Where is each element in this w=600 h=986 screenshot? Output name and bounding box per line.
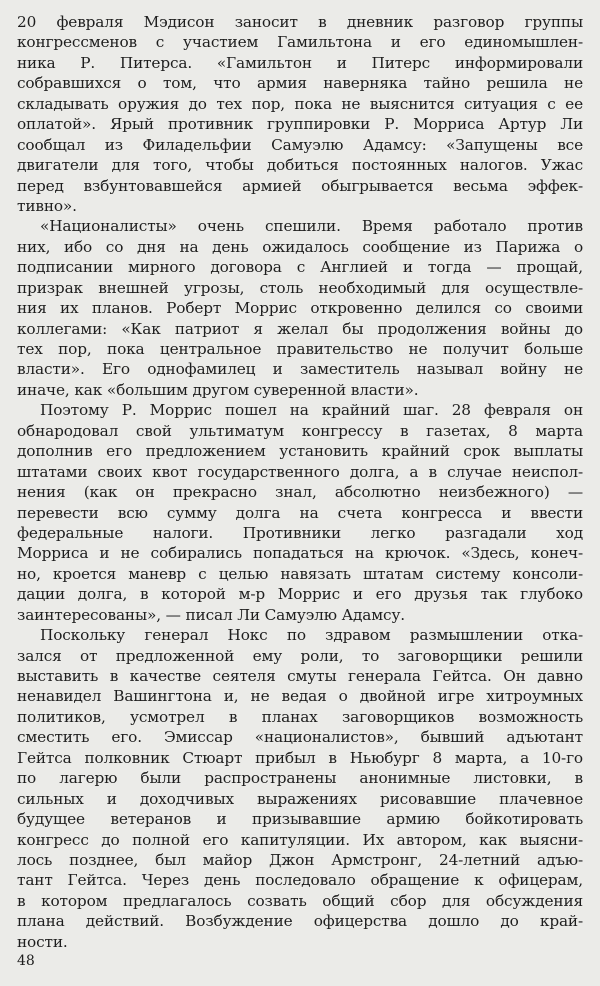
text-line: конгресс до полной его капитуляции. Их автором, как выясни- <box>17 830 583 849</box>
text-line: конгрессменов с участием Гамильтона и его единомышлен- <box>17 33 583 52</box>
text-line: плана действий. Возбуждение офицерства дошло до край- <box>17 912 583 931</box>
text-line: призрак внешней угрозы, столь необходимый для осуществле- <box>17 278 583 297</box>
text-line: Поскольку генерал Нокс по здравом размышлении отка- <box>40 626 583 645</box>
text-line: сообщал из Филадельфии Самуэлю Адамсу: «Запущены все <box>17 135 583 154</box>
text-line: них, ибо со дня на день ожидалось сообщение из Парижа о <box>17 237 583 256</box>
text-line: подписании мирного договора с Англией и тогда — прощай, <box>17 258 583 277</box>
text-line: перевести всю сумму долга на счета конгресса и ввести <box>17 503 583 522</box>
text-line: Гейтса полковник Стюарт прибыл в Ньюбург 8 марта, а 10-го <box>17 748 583 767</box>
text-line: «Националисты» очень спешили. Время работало против <box>40 217 583 236</box>
text-line: ненавидел Вашингтона и, не ведая о двойной игре хитроумных <box>17 687 583 706</box>
text-line: политиков, усмотрел в планах заговорщиков возможность <box>17 707 583 726</box>
page-number: 48 <box>17 953 35 969</box>
text-line: но, кроется маневр с целью навязать штатам систему консоли- <box>17 564 583 583</box>
text-line: оплатой». Ярый противник группировки Р. Морриса Артур Ли <box>17 115 583 134</box>
text-line: Морриса и не собирались попадаться на крючок. «Здесь, конеч- <box>17 544 583 563</box>
text-line: будущее ветеранов и призывавшие армию бойкотировать <box>17 810 583 829</box>
text-line: дополнив его предложением установить крайний срок выплаты <box>17 442 583 461</box>
text-line: федеральные налоги. Противники легко разгадали ход <box>17 523 583 542</box>
text-line: Поэтому Р. Моррис пошел на крайний шаг. 28 февраля он <box>40 401 583 420</box>
text-line: двигатели для того, чтобы добиться постоянных налогов. Ужас <box>17 156 583 175</box>
text-line: лось позднее, был майор Джон Армстронг, 24-летний адъю- <box>17 850 583 869</box>
text-line: по лагерю были распространены анонимные листовки, в <box>17 769 583 788</box>
text-line: 20 февраля Мэдисон заносит в дневник разговор группы <box>17 13 583 31</box>
text-line: складывать оружия до тех пор, пока не выяснится ситуация с ее <box>17 94 583 113</box>
text-line: штатами своих квот государственного долга, а в случае неиспол- <box>17 462 583 481</box>
text-line: нения (как он прекрасно знал, абсолютно неизбежного) — <box>17 483 583 502</box>
text-line: обнародовал свой ультиматум конгрессу в газетах, 8 марта <box>17 421 583 440</box>
text-line: тех пор, пока центральное правительство не получит больше <box>17 340 583 358</box>
text-line: дации долга, в которой м-р Моррис и его друзья так глубоко <box>17 585 583 604</box>
text-line: тант Гейтса. Через день последовало обращение к офицерам, <box>17 871 583 890</box>
text-line: коллегами: «Как патриот я желал бы продолжения войны до <box>17 319 583 338</box>
text-line: ности. <box>17 932 68 951</box>
text-line: тивно». <box>17 196 77 215</box>
text-line: власти». Его однофамилец и заместитель называл войну не <box>17 360 583 379</box>
text-line: собравшихся о том, что армия наверняка тайно решила не <box>17 74 583 93</box>
text-line: зался от предложенной ему роли, то заговорщики решили <box>17 646 583 665</box>
body-text <box>17 12 583 952</box>
text-line: выставить в качестве сеятеля смуты генерала Гейтса. Он давно <box>17 667 583 685</box>
text-line: перед взбунтовавшейся армией обыгрывается весьма эффек- <box>17 176 583 195</box>
text-line: ния их планов. Роберт Моррис откровенно делился со своими <box>17 299 583 318</box>
text-line: заинтересованы», — писал Ли Самуэлю Адамсу. <box>17 605 406 624</box>
text-line: иначе, как «большим другом суверенной власти». <box>17 380 419 399</box>
text-line: сильных и доходчивых выражениях рисовавшие плачевное <box>17 789 583 808</box>
text-line: сместить его. Эмиссар «националистов», бывший адъютант <box>17 728 583 747</box>
text-line: в котором предлагалось созвать общий сбор для обсуждения <box>17 891 583 910</box>
text-line: ника Р. Питерса. «Гамильтон и Питерс информировали <box>17 53 583 72</box>
